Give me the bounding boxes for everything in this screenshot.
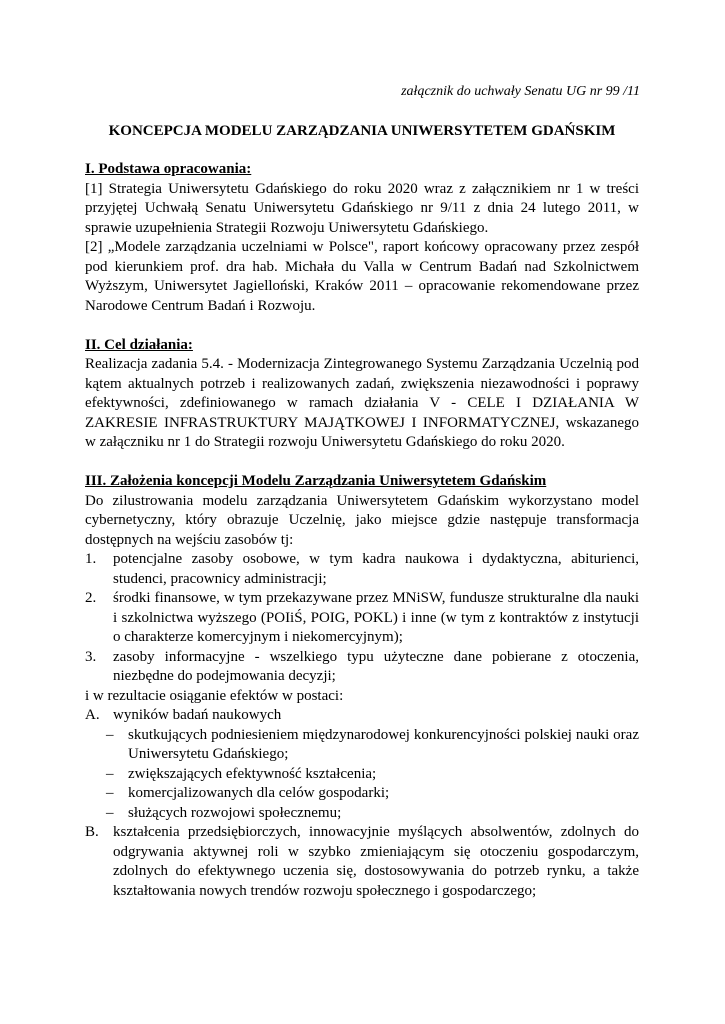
section-assumptions bbox=[85, 472, 639, 901]
list-marker: 2. bbox=[85, 590, 97, 606]
inputs-list bbox=[85, 550, 639, 687]
list-item-text: kształcenia przedsiębiorczych, innowacyjnie myślących absolwentów, zdolnych do odgrywania aktywnej roli w szybko zmieniającym się otoczeniu gospodarczym, zdolnych do efektywnego uczenia się, dostosowywania do potrzeb rynku, a także kształtowania nowych trendów rozwoju społecznego i gospodarczego; bbox=[113, 824, 639, 899]
list-item bbox=[85, 804, 639, 824]
outcome-a-sublist bbox=[85, 726, 639, 824]
section-basis bbox=[85, 160, 639, 316]
outcome-a bbox=[85, 706, 639, 726]
list-item bbox=[85, 784, 639, 804]
annex-note: załącznik do uchwały Senatu UG nr 99 /11 bbox=[401, 84, 640, 99]
list-item bbox=[85, 589, 639, 648]
list-item-text: zwiększających efektywność kształcenia; bbox=[128, 765, 377, 782]
section-heading-assumptions: III. Założenia koncepcji Modelu Zarządzania Uniwersytetem Gdańskim bbox=[85, 473, 547, 489]
dash-marker: – bbox=[106, 765, 114, 782]
list-marker: B. bbox=[85, 824, 99, 840]
section-heading-basis: I. Podstawa opracowania: bbox=[85, 161, 252, 177]
section-goal bbox=[85, 336, 639, 453]
dash-marker: – bbox=[106, 804, 114, 821]
goal-paragraph: Realizacja zadania 5.4. - Modernizacja Zintegrowanego Systemu Zarządzania Uczelnią pod kątem aktualnych potrzeb i realizowanych zadań, zwiększenia niezawodności i poprawy efektywności, zdefiniowanego w ramach działania V - CELE I DZIAŁANIA W ZAKRESIE INFRASTRUKTURY MAJĄTKOWEJ I INFORMATYCZNEJ, wskazanego w załączniku nr 1 do Strategii rozwoju Uniwersytetu Gdańskiego do roku 2020. bbox=[85, 356, 639, 450]
list-item-text: potencjalne zasoby osobowe, w tym kadra naukowa i dydaktyczna, abiturienci, studenci, pracownicy administracji; bbox=[113, 551, 639, 587]
basis-paragraph-2: [2] „Modele zarządzania uczelniami w Polsce", raport końcowy opracowany przez zespół pod kierunkiem prof. dra hab. Michała du Valla w Centrum Badań nad Szkolnictwem Wyższym, Uniwersytet Jagielloński, Kraków 2011 – opracowanie rekomendowane przez Narodowe Centrum Badań i Rozwoju. bbox=[85, 239, 639, 314]
list-item-text: środki finansowe, w tym przekazywane przez MNiSW, fundusze strukturalne dla nauki i szkolnictwa wyższego (POIiŚ, POIG, POKL) i inne (w tym z kontraktów z instytucji o charakterze komercyjnym i niekomercyjnym); bbox=[113, 590, 639, 645]
dash-marker: – bbox=[106, 726, 114, 743]
list-item bbox=[85, 726, 639, 765]
list-marker: 1. bbox=[85, 551, 97, 567]
list-marker: 3. bbox=[85, 648, 97, 665]
spacer bbox=[85, 453, 639, 473]
list-item bbox=[85, 765, 639, 785]
list-item bbox=[85, 550, 639, 589]
list-item-text: skutkujących podniesieniem międzynarodowej konkurencyjności polskiej nauki oraz Uniwersytetu Gdańskiego; bbox=[128, 726, 639, 762]
basis-paragraph-1: [1] Strategia Uniwersytetu Gdańskiego do roku 2020 wraz z załącznikiem nr 1 w treści przyjętej Uchwałą Senatu Uniwersytetu Gdańskiego nr 9/11 z dnia 24 lutego 2011, w sprawie uzupełnienia Strategii Rozwoju Uniwersytetu Gdańskiego. bbox=[85, 180, 639, 236]
list-item bbox=[85, 648, 639, 687]
document-body bbox=[85, 160, 639, 901]
section-heading-goal: II. Cel działania: bbox=[85, 336, 193, 353]
list-item-text: komercjalizowanych dla celów gospodarki; bbox=[128, 785, 390, 801]
outcome-b bbox=[85, 823, 639, 901]
assumptions-intro: Do zilustrowania modelu zarządzania Uniwersytetem Gdańskim wykorzystano model cybernetyczny, który obrazuje Uczelnię, jako miejsce gdzie następuje transformacja dostępnych na wejściu zasobów tj: bbox=[85, 492, 639, 548]
dash-marker: – bbox=[106, 785, 114, 801]
document-title: KONCEPCJA MODELU ZARZĄDZANIA UNIWERSYTETEM GDAŃSKIM bbox=[108, 123, 616, 139]
list-item-text: zasoby informacyjne - wszelkiego typu użyteczne dane pobierane z otoczenia, niezbędne do podejmowania decyzji; bbox=[113, 648, 639, 684]
list-item-text: wyników badań naukowych bbox=[113, 707, 282, 723]
list-marker: A. bbox=[85, 707, 100, 723]
spacer bbox=[85, 316, 639, 336]
result-intro: i w rezultacie osiąganie efektów w postaci: bbox=[85, 687, 344, 704]
list-item-text: służących rozwojowi społecznemu; bbox=[128, 804, 342, 821]
